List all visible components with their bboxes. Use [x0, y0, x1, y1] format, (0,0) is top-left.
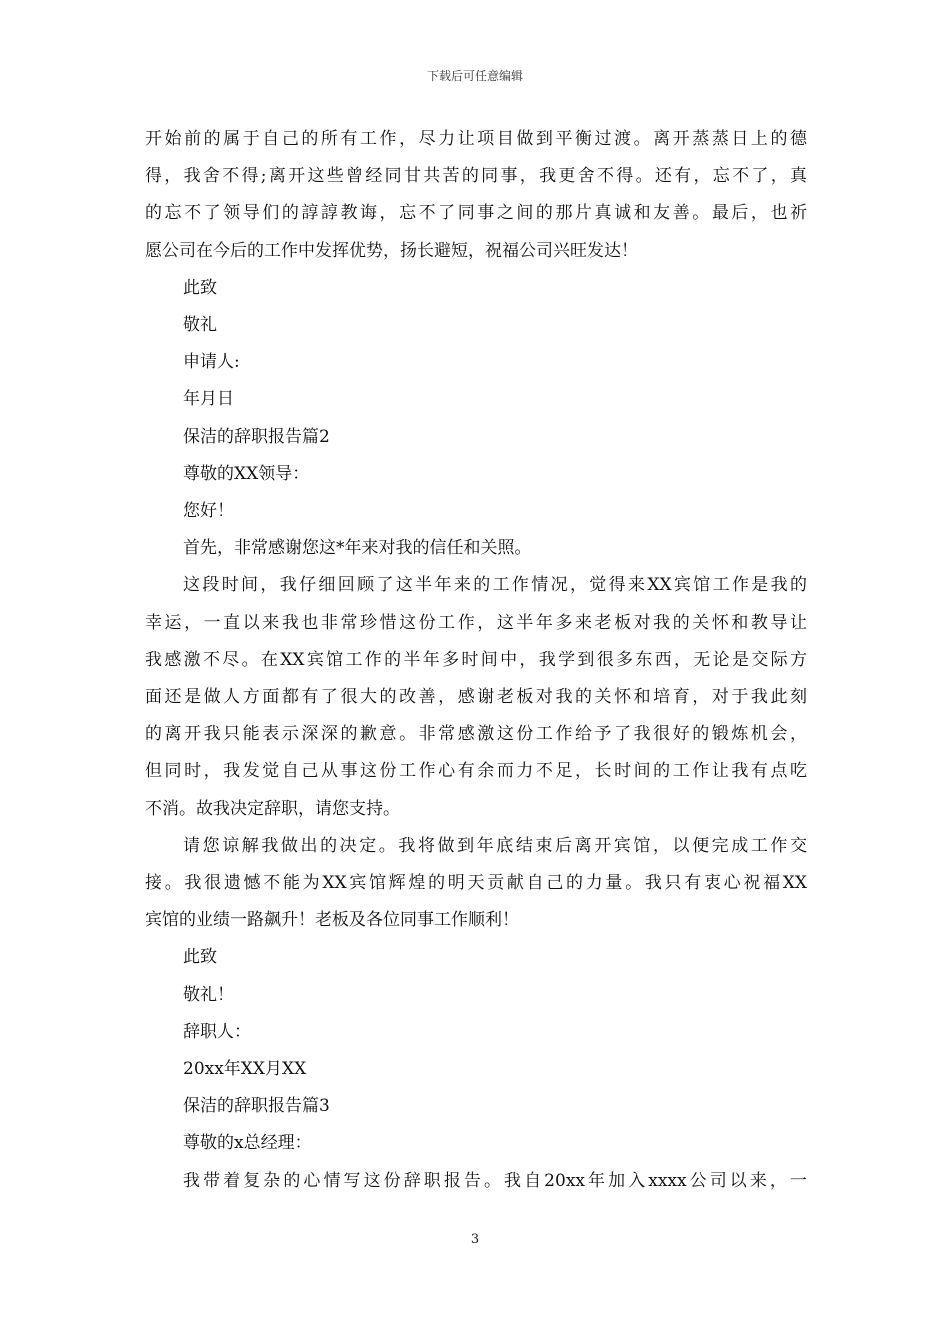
text-line: 愿公司在今后的工作中发挥优势，扬长避短，祝福公司兴旺发达！: [145, 240, 638, 261]
text-line: 开始前的属于自己的所有工作，尽力让项目做到平衡过渡。离开蒸蒸日上的德: [145, 129, 807, 149]
text-line: 首先，非常感谢您这*年来对我的信任和关照。: [183, 538, 532, 559]
paragraph: [145, 1125, 807, 1162]
text-line: 辞职人：: [183, 1021, 251, 1042]
paragraph: [145, 381, 807, 418]
paragraph: [145, 939, 807, 976]
text-line: 20xx年XX月XX: [183, 1059, 307, 1080]
text-line: 宾馆的业绩一路飙升！老板及各位同事工作顺利！: [145, 910, 519, 931]
text-line: 幸运，一直以来我也非常珍惜这份工作，这半年多来老板对我的关怀和教导让: [145, 612, 807, 633]
text-line: 敬礼！: [183, 984, 234, 1005]
text-line: 敬礼: [183, 315, 217, 336]
page-number: 3: [470, 1232, 480, 1247]
text-line: 您好！: [183, 501, 234, 522]
text-line: 年月日: [183, 389, 234, 410]
paragraph: [145, 419, 807, 456]
paragraph: [145, 344, 807, 381]
text-line: 但同时，我发觉自己从事这份工作心有余而力不足，长时间的工作让我有点吃: [145, 761, 807, 782]
text-line: 此致: [183, 277, 217, 298]
text-line: 得，我舍不得;离开这些曾经同甘共苦的同事，我更舍不得。还有，忘不了，真: [145, 166, 807, 187]
paragraph: [145, 270, 807, 307]
paragraph: [145, 1014, 807, 1051]
paragraph: [145, 121, 807, 270]
text-line: 这段时间，我仔细回顾了这半年来的工作情况，觉得来XX宾馆工作是我的: [183, 575, 807, 596]
text-line: 的离开我只能表示深深的歉意。非常感激这份工作给予了我很好的锻炼机会，: [145, 724, 807, 745]
page-header: 下载后可任意编辑: [426, 69, 523, 83]
text-line: 保洁的辞职报告篇2: [183, 426, 330, 447]
text-line: 的忘不了领导们的諄諄教诲，忘不了同事之间的那片真诚和友善。最后，也祈: [145, 203, 807, 224]
text-line: 面还是做人方面都有了很大的改善，感谢老板对我的关怀和培育，对于我此刻: [145, 687, 807, 708]
paragraph: [145, 828, 807, 940]
text-line: 接。我很遗憾不能为XX宾馆辉煌的明天贡献自己的力量。我只有衷心祝福XX: [145, 873, 807, 894]
text-line: 不消。故我决定辞职，请您支持。: [145, 798, 400, 819]
paragraph: [145, 1051, 807, 1088]
text-line: 我感激不尽。在XX宾馆工作的半年多时间中，我学到很多东西，无论是交际方: [145, 649, 807, 670]
text-line: 尊敬的x总经理：: [183, 1133, 312, 1154]
paragraph: [145, 1163, 807, 1200]
paragraph: [145, 567, 807, 827]
text-line: 请您谅解我做出的决定。我将做到年底结束后离开宾馆，以便完成工作交: [183, 835, 807, 856]
paragraph: [145, 493, 807, 530]
text-line: 我带着复杂的心情写这份辞职报告。我自20xx年加入xxxx公司以来，一: [183, 1170, 807, 1191]
paragraph: [145, 1088, 807, 1125]
document-body: [145, 121, 807, 1200]
paragraph: [145, 530, 807, 567]
text-line: 保洁的辞职报告篇3: [183, 1096, 330, 1117]
paragraph: [145, 456, 807, 493]
text-line: 申请人:: [183, 352, 240, 373]
text-line: 此致: [183, 947, 217, 968]
paragraph: [145, 307, 807, 344]
text-line: 尊敬的XX领导：: [183, 463, 310, 484]
paragraph: [145, 977, 807, 1014]
